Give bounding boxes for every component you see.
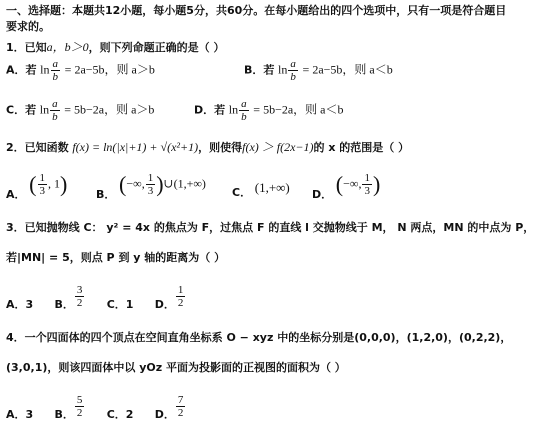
q2-option-d[interactable]	[312, 171, 381, 201]
q1-a-text: = 2a−5b，则 a＞b	[64, 62, 155, 77]
q2-prefix: 2．已知函数	[6, 141, 69, 154]
q4-d-num: 7	[177, 394, 184, 406]
q2-b-head: −∞,	[126, 176, 145, 191]
q3-stem-line2	[6, 250, 225, 265]
q1-b-text: = 2a−5b，则 a＜b	[302, 62, 393, 77]
q2-a-rparen: )	[60, 171, 68, 197]
q1-d-den: b	[241, 111, 247, 123]
q3-option-d-label[interactable]: D．	[154, 297, 175, 311]
q3-d-fraction	[176, 284, 186, 309]
q2-a-den: 3	[39, 185, 45, 197]
q2-a-lparen: (	[29, 171, 37, 197]
q2-suffix: 的 x 的范围是（ ）	[313, 141, 410, 154]
q1-a-label: A．若	[6, 63, 37, 77]
q4-option-c[interactable]: C．2	[106, 407, 134, 421]
q4-d-den: 2	[177, 407, 184, 419]
q2-b-rparen: )	[156, 171, 164, 197]
q2-option-b[interactable]	[96, 171, 206, 201]
q2-option-c[interactable]	[232, 180, 290, 199]
q1-a-num: a	[52, 58, 59, 70]
q2-d-num: 1	[364, 172, 370, 184]
q2-b-fraction	[146, 172, 156, 197]
q2-option-a[interactable]	[6, 171, 68, 201]
q4-b-num: 5	[76, 394, 83, 406]
q4-b-fraction	[75, 394, 85, 419]
q1-prefix: 1．已知	[6, 41, 47, 54]
q3-d-num: 1	[177, 284, 184, 296]
q2-c-text: (1,+∞)	[254, 180, 290, 195]
q4-b-den: 2	[76, 407, 83, 419]
q2-b-lparen: (	[119, 171, 127, 197]
q1-d-label: D．若	[194, 103, 226, 117]
q1-option-c[interactable]	[6, 98, 154, 123]
q2-a-label: A．	[6, 187, 26, 201]
section-heading-line2: 要求的。	[6, 20, 50, 33]
q1-c-num: a	[52, 98, 58, 110]
q2-d-lparen: (	[335, 171, 344, 197]
q4-option-a[interactable]: A．3	[6, 407, 34, 421]
q1-b-den: b	[290, 71, 296, 83]
q1-condition: a，b＞0	[46, 40, 89, 54]
q3-d-den: 2	[177, 297, 184, 309]
q1-d-text: = 5b−2a，则 a＜b	[253, 102, 344, 117]
q4-option-b-label[interactable]: B．	[54, 407, 74, 421]
q1-b-fraction	[288, 58, 298, 83]
q2-d-rparen: )	[372, 171, 381, 197]
q1-d-fraction	[239, 98, 249, 123]
q2-a-fraction	[38, 172, 48, 197]
q1-suffix: ，则下列命题正确的是（ ）	[88, 41, 225, 54]
q2-inequality: f(x) ＞ f(2x−1)	[242, 140, 314, 154]
q2-d-den: 3	[364, 185, 370, 197]
q1-a-ln: ln	[40, 62, 50, 77]
q1-option-a[interactable]	[6, 58, 155, 83]
q1-d-ln: ln	[228, 102, 239, 117]
q2-d-fraction	[362, 172, 372, 197]
q3-stem-line1	[6, 220, 534, 235]
q1-option-b[interactable]	[244, 58, 393, 83]
q1-b-num: a	[290, 58, 296, 70]
q1-b-ln: ln	[278, 62, 288, 77]
q1-a-den: b	[52, 71, 59, 83]
q2-b-label: B．	[96, 187, 116, 201]
q4-options	[6, 394, 186, 419]
q2-b-num: 1	[147, 172, 154, 184]
section-heading-line1: 一、选择题：本题共12小题，每小题5分，共60分。在每小题给出的四个选项中，只有一项是符合题目	[6, 4, 507, 17]
q4-line1: 4．一个四面体的四个顶点在空间直角坐标系 O − xyz 中的坐标分别是(0,0,0)，(1,2,0)，(0,2,2)，	[6, 331, 512, 344]
q1-c-text: = 5b−2a，则 a＞b	[64, 102, 155, 117]
q3-option-a[interactable]: A．3	[6, 297, 34, 311]
q4-option-d-label[interactable]: D．	[154, 407, 175, 421]
q2-b-den: 3	[147, 185, 154, 197]
q1-b-label: B．若	[244, 63, 275, 77]
q3-option-b-label[interactable]: B．	[54, 297, 74, 311]
q4-stem-line2	[6, 360, 346, 375]
q1-c-label: C．若	[6, 103, 37, 117]
q2-a-tail: , 1	[48, 176, 60, 191]
q4-d-fraction	[176, 394, 186, 419]
q3-options	[6, 284, 186, 309]
q1-stem	[6, 40, 225, 55]
q1-c-den: b	[52, 111, 58, 123]
q3-line2: 若|MN| = 5，则点 P 到 y 轴的距离为（ ）	[6, 251, 226, 264]
q4-stem-line1	[6, 330, 511, 345]
q4-line2: (3,0,1)，则该四面体中以 yOz 平面为投影面的正视图的面积为（ ）	[6, 361, 346, 374]
q1-c-ln: ln	[39, 102, 50, 117]
q2-mid: ，则使得	[198, 141, 243, 154]
q2-b-tail: ∪(1,+∞)	[163, 176, 206, 191]
q3-b-den: 2	[76, 297, 83, 309]
q2-stem	[6, 140, 409, 155]
q1-c-fraction	[50, 98, 60, 123]
q3-line1: 3．已知抛物线 C： y² = 4x 的焦点为 F，过焦点 F 的直线 l 交抛物线于 M， N 两点，MN 的中点为 P，	[6, 221, 535, 234]
q1-option-d[interactable]	[194, 98, 344, 123]
q2-a-num: 1	[39, 172, 45, 184]
q1-a-fraction	[51, 58, 61, 83]
q2-c-label: C．	[232, 186, 252, 199]
q3-b-num: 3	[76, 284, 83, 296]
q3-b-fraction	[75, 284, 85, 309]
q2-d-label: D．	[312, 187, 333, 201]
q3-option-c[interactable]: C．1	[106, 297, 134, 311]
q2-d-head: −∞,	[343, 176, 362, 191]
q1-d-num: a	[241, 98, 247, 110]
q2-function: f(x) = ln(|x|+1) + √(x²+1)	[72, 140, 199, 154]
